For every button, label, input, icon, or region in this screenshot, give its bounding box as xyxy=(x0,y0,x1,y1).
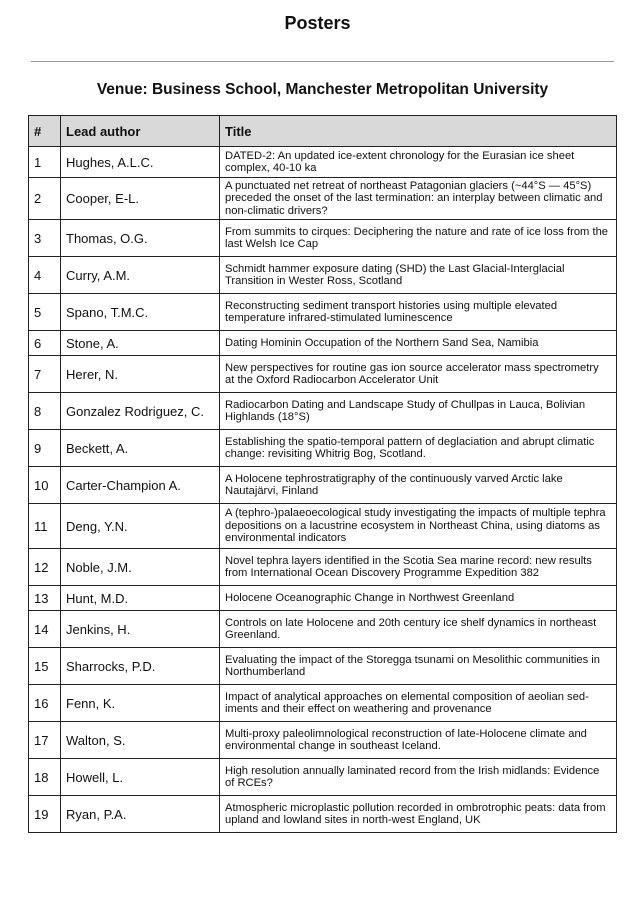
cell-number: 15 xyxy=(29,648,61,685)
cell-title: Novel tephra layers identified in the Scotia Sea marine record: new results from International Ocean Discovery Programme Expedition 382 xyxy=(220,549,617,586)
cell-title: A (tephro-)palaeoecological study investigating the impacts of multiple tephra depositions on a lacustrine ecosystem in Northeast China, using diatoms as environmental indicators xyxy=(220,504,617,549)
cell-title: High resolution annually laminated record from the Irish midlands: Evidence of RCEs? xyxy=(220,759,617,796)
cell-title: Establishing the spatio-temporal pattern of deglaciation and abrupt climatic change: revisiting Whitrig Bog, Scotland. xyxy=(220,430,617,467)
cell-title: From summits to cirques: Deciphering the nature and rate of ice loss from the last Welsh Ice Cap xyxy=(220,220,617,257)
cell-title: Multi-proxy paleolimnological reconstruction of late-Holocene climate and environmental change in southeast Iceland. xyxy=(220,722,617,759)
table-row xyxy=(29,178,617,220)
cell-number: 17 xyxy=(29,722,61,759)
header-number: # xyxy=(29,116,61,147)
table-row xyxy=(29,257,617,294)
table-header-row xyxy=(29,116,617,147)
cell-number: 4 xyxy=(29,257,61,294)
table-row xyxy=(29,796,617,833)
table-row xyxy=(29,611,617,648)
header-title: Title xyxy=(220,116,617,147)
cell-lead-author: Fenn, K. xyxy=(61,685,220,722)
cell-title: Controls on late Holocene and 20th century ice shelf dynamics in northeast Greenland. xyxy=(220,611,617,648)
cell-lead-author: Noble, J.M. xyxy=(61,549,220,586)
cell-number: 19 xyxy=(29,796,61,833)
posters-table xyxy=(28,115,617,833)
table-row xyxy=(29,147,617,178)
table-row xyxy=(29,648,617,685)
cell-number: 16 xyxy=(29,685,61,722)
table-row xyxy=(29,586,617,611)
cell-lead-author: Cooper, E-L. xyxy=(61,178,220,220)
cell-lead-author: Spano, T.M.C. xyxy=(61,294,220,331)
cell-lead-author: Hunt, M.D. xyxy=(61,586,220,611)
cell-lead-author: Walton, S. xyxy=(61,722,220,759)
cell-title: New perspectives for routine gas ion source accelerator mass spectrometry at the Oxford Radiocarbon Accelerator Unit xyxy=(220,356,617,393)
table-row xyxy=(29,759,617,796)
cell-lead-author: Stone, A. xyxy=(61,331,220,356)
cell-number: 14 xyxy=(29,611,61,648)
table-row xyxy=(29,356,617,393)
cell-number: 18 xyxy=(29,759,61,796)
cell-lead-author: Thomas, O.G. xyxy=(61,220,220,257)
cell-lead-author: Deng, Y.N. xyxy=(61,504,220,549)
table-row xyxy=(29,722,617,759)
table-row xyxy=(29,467,617,504)
cell-title: Reconstructing sediment transport histories using multiple elevated temperature infrared-stimulated luminescence xyxy=(220,294,617,331)
table-row xyxy=(29,549,617,586)
table-row xyxy=(29,685,617,722)
cell-lead-author: Herer, N. xyxy=(61,356,220,393)
cell-lead-author: Carter-Champion A. xyxy=(61,467,220,504)
table-row xyxy=(29,220,617,257)
cell-number: 3 xyxy=(29,220,61,257)
cell-title: DATED-2: An updated ice-extent chronology for the Eurasian ice sheet complex, 40-10 ka xyxy=(220,147,617,178)
table-row xyxy=(29,294,617,331)
venue-heading: Venue: Business School, Manchester Metropolitan University xyxy=(96,81,549,98)
cell-number: 5 xyxy=(29,294,61,331)
cell-title: Atmospheric microplastic pollution recorded in ombrotrophic peats: data from upland and lowland sites in north-west England, UK xyxy=(220,796,617,833)
divider xyxy=(31,61,614,62)
cell-number: 2 xyxy=(29,178,61,220)
cell-title: Holocene Oceanographic Change in Northwest Greenland xyxy=(220,586,617,611)
cell-title: Evaluating the impact of the Storegga tsunami on Mesolithic communities in Northumberland xyxy=(220,648,617,685)
cell-title: A Holocene tephrostratigraphy of the continuously varved Arctic lake Nautajärvi, Finland xyxy=(220,467,617,504)
cell-number: 9 xyxy=(29,430,61,467)
cell-lead-author: Curry, A.M. xyxy=(61,257,220,294)
cell-lead-author: Hughes, A.L.C. xyxy=(61,147,220,178)
cell-title: Dating Hominin Occupation of the Northern Sand Sea, Namibia xyxy=(220,331,617,356)
cell-number: 7 xyxy=(29,356,61,393)
cell-lead-author: Jenkins, H. xyxy=(61,611,220,648)
cell-number: 8 xyxy=(29,393,61,430)
table-row xyxy=(29,430,617,467)
cell-lead-author: Howell, L. xyxy=(61,759,220,796)
cell-number: 11 xyxy=(29,504,61,549)
cell-number: 10 xyxy=(29,467,61,504)
table-row xyxy=(29,393,617,430)
table-row xyxy=(29,504,617,549)
cell-number: 1 xyxy=(29,147,61,178)
cell-number: 13 xyxy=(29,586,61,611)
cell-lead-author: Sharrocks, P.D. xyxy=(61,648,220,685)
cell-title: Impact of analytical approaches on elemental composition of aeolian sed-iments and their effect on weathering and provenance xyxy=(220,685,617,722)
cell-number: 6 xyxy=(29,331,61,356)
cell-lead-author: Gonzalez Rodriguez, C. xyxy=(61,393,220,430)
header-lead-author: Lead author xyxy=(61,116,220,147)
cell-number: 12 xyxy=(29,549,61,586)
table-body xyxy=(29,147,617,833)
cell-title: A punctuated net retreat of northeast Patagonian glaciers (~44°S — 45°S) preceded the onset of the last termination: an interplay between climatic and non-climatic drivers? xyxy=(220,178,617,220)
table-row xyxy=(29,331,617,356)
cell-title: Radiocarbon Dating and Landscape Study of Chullpas in Lauca, Bolivian Highlands (18°S) xyxy=(220,393,617,430)
cell-lead-author: Ryan, P.A. xyxy=(61,796,220,833)
cell-lead-author: Beckett, A. xyxy=(61,430,220,467)
page-title: Posters xyxy=(284,13,351,33)
cell-title: Schmidt hammer exposure dating (SHD) the Last Glacial-Interglacial Transition in Wester Ross, Scotland xyxy=(220,257,617,294)
